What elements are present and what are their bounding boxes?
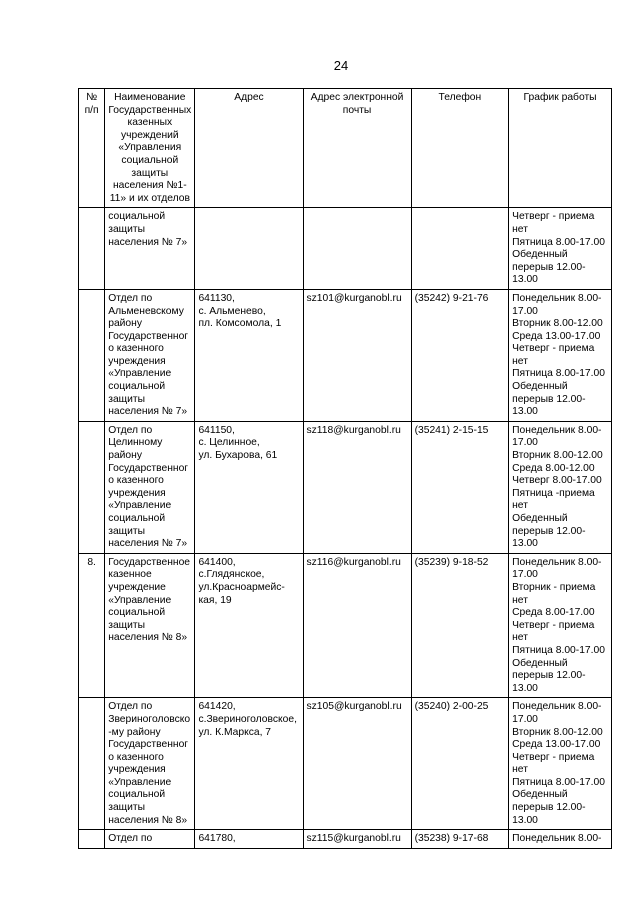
- schedule-line: Обеденный: [512, 381, 568, 393]
- schedule-line: Вторник 8.00-12.00: [512, 450, 603, 462]
- cell-name: социальной защиты населения № 7»: [105, 208, 195, 290]
- cell-email: [303, 208, 411, 290]
- cell-email: sz115@kurganobl.ru: [303, 830, 411, 849]
- schedule-line: перерыв 12.00-: [512, 802, 586, 814]
- schedule-line: Четверг - приема: [512, 343, 595, 355]
- schedule-line: Среда 8.00-17.00: [512, 607, 595, 619]
- schedule-line: нет: [512, 223, 528, 235]
- header-email: Адрес электронной почты: [303, 89, 411, 208]
- schedule-line: 13.00: [512, 406, 538, 418]
- cell-address: 641420, с.Звериноголовское, ул. К.Маркса, 7: [195, 698, 303, 830]
- cell-name: Отдел по: [105, 830, 195, 849]
- header-schedule: График работы: [509, 89, 612, 208]
- cell-schedule: [509, 830, 612, 849]
- cell-email: sz118@kurganobl.ru: [303, 421, 411, 553]
- cell-address: 641400, с.Глядянское, ул.Красноармейс- кая, 19: [195, 553, 303, 698]
- cell-address: 641130, с. Альменево, пл. Комсомола, 1: [195, 289, 303, 421]
- cell-email: sz116@kurganobl.ru: [303, 553, 411, 698]
- table-row: [79, 421, 612, 553]
- schedule-line: Обеденный: [512, 789, 568, 801]
- cell-phone: (35238) 9-17-68: [411, 830, 509, 849]
- header-name: Наименование Государственных казенных учреждений «Управления социальной защиты населения №1- 11» и их отделов: [105, 89, 195, 208]
- schedule-line: 17.00: [512, 437, 538, 449]
- cell-schedule: [509, 289, 612, 421]
- table-row: [79, 289, 612, 421]
- cell-phone: (35239) 9-18-52: [411, 553, 509, 698]
- cell-phone: (35241) 2-15-15: [411, 421, 509, 553]
- schedule-line: Обеденный: [512, 249, 568, 261]
- schedule-line: Четверг - приема: [512, 619, 595, 631]
- table-row: [79, 830, 612, 849]
- cell-number: [79, 698, 105, 830]
- cell-phone: (35240) 2-00-25: [411, 698, 509, 830]
- institutions-table: [78, 88, 612, 849]
- schedule-line: перерыв 12.00-: [512, 525, 586, 537]
- cell-name: Отдел по Целинному району Государственног о казенного учреждения «Управление социальной защиты населения № 7»: [105, 421, 195, 553]
- schedule-line: Обеденный: [512, 513, 568, 524]
- schedule-line: Пятница 8.00-17.00: [512, 644, 605, 656]
- schedule-line: нет: [512, 500, 528, 512]
- schedule-line: Обеденный: [512, 657, 568, 669]
- cell-phone: (35242) 9-21-76: [411, 289, 509, 421]
- schedule-line: Среда 13.00-17.00: [512, 739, 601, 751]
- cell-phone: [411, 208, 509, 290]
- schedule-line: 13.00: [512, 682, 538, 694]
- schedule-line: нет: [512, 764, 528, 776]
- schedule-line: Понедельник 8.00-: [512, 556, 602, 568]
- table-row: [79, 553, 612, 698]
- schedule-line: Пятница -приема: [512, 487, 595, 499]
- schedule-line: перерыв 12.00-: [512, 261, 586, 273]
- cell-name: Государственное казенное учреждение «Управление социальной защиты населения № 8»: [105, 553, 195, 698]
- cell-address: 641780,: [195, 830, 303, 849]
- cell-name: Отдел по Альменевскому району Государственног о казенного учреждения «Управление социальной защиты населения № 7»: [105, 289, 195, 421]
- cell-schedule: [509, 421, 612, 553]
- header-number: № п/п: [79, 89, 105, 208]
- table-row: [79, 208, 612, 290]
- schedule-line: нет: [512, 594, 528, 606]
- schedule-line: Четверг - приема: [512, 751, 595, 763]
- cell-address: [195, 208, 303, 290]
- schedule-line: 17.00: [512, 713, 538, 725]
- cell-schedule: [509, 553, 612, 698]
- cell-number: [79, 421, 105, 553]
- cell-name: Отдел по Звериноголовско -му району Государственног о казенного учреждения «Управление социальной защиты населения № 8»: [105, 698, 195, 830]
- schedule-line: 17.00: [512, 305, 538, 317]
- table-row: [79, 698, 612, 830]
- cell-number: [79, 289, 105, 421]
- schedule-line: Понедельник 8.00-: [512, 833, 602, 845]
- cell-number: 8.: [79, 553, 105, 698]
- schedule-line: 13.00: [512, 538, 538, 550]
- table-header-row: [79, 89, 612, 208]
- cell-address: 641150, с. Целинное, ул. Бухарова, 61: [195, 421, 303, 553]
- schedule-line: нет: [512, 632, 528, 644]
- schedule-line: 13.00: [512, 814, 538, 826]
- cell-schedule: [509, 698, 612, 830]
- cell-number: [79, 208, 105, 290]
- header-phone: Телефон: [411, 89, 509, 208]
- schedule-line: Четверг - приема: [512, 211, 595, 223]
- schedule-line: Пятница 8.00-17.00: [512, 236, 605, 248]
- schedule-line: Понедельник 8.00-: [512, 424, 602, 436]
- schedule-line: Понедельник 8.00-: [512, 701, 602, 713]
- schedule-line: Среда 13.00-17.00: [512, 330, 601, 342]
- schedule-line: Пятница 8.00-17.00: [512, 368, 605, 380]
- schedule-line: Вторник - приема: [512, 581, 596, 593]
- header-address: Адрес: [195, 89, 303, 208]
- schedule-line: Среда 8.00-12.00: [512, 462, 595, 474]
- schedule-line: 13.00: [512, 274, 538, 286]
- page-number: 24: [333, 58, 349, 73]
- schedule-line: нет: [512, 355, 528, 367]
- schedule-line: Четверг 8.00-17.00: [512, 475, 602, 487]
- schedule-line: Вторник 8.00-12.00: [512, 318, 603, 330]
- schedule-line: перерыв 12.00-: [512, 670, 586, 682]
- cell-email: sz101@kurganobl.ru: [303, 289, 411, 421]
- schedule-line: Вторник 8.00-12.00: [512, 726, 603, 738]
- cell-schedule: [509, 208, 612, 290]
- cell-number: [79, 830, 105, 849]
- schedule-line: перерыв 12.00-: [512, 393, 586, 405]
- cell-email: sz105@kurganobl.ru: [303, 698, 411, 830]
- schedule-line: Пятница 8.00-17.00: [512, 776, 605, 788]
- schedule-line: 17.00: [512, 569, 538, 581]
- schedule-line: Понедельник 8.00-: [512, 292, 602, 304]
